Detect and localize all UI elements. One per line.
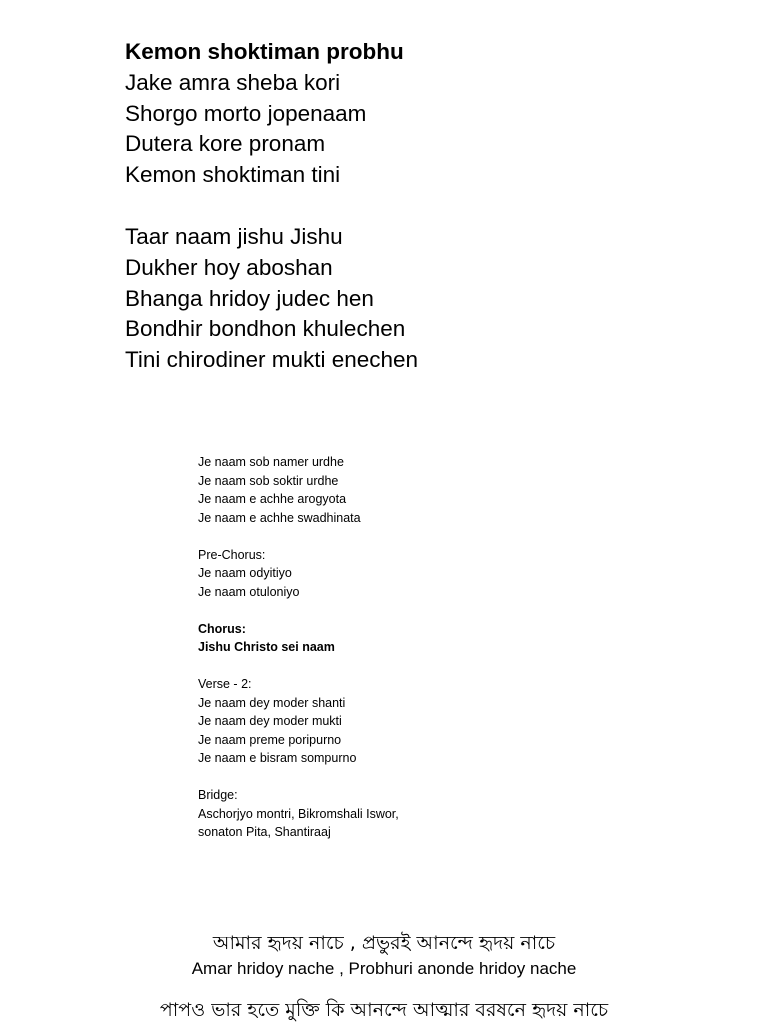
blank-line [198, 601, 399, 620]
bridge-heading: Bridge: [198, 788, 238, 802]
stanza-1-line: Dutera kore pronam [125, 131, 326, 157]
stanza-2-line: Bhanga hridoy judec hen [125, 285, 374, 311]
verse-1-line: Je naam e achhe arogyota [198, 492, 347, 506]
bengali-lyric-line-2: পাপও ভার হতে মুক্তি কি আনন্দে আত্মার বরষনে হৃদয় নাচে [159, 999, 609, 1021]
bridge-line: sonaton Pita, Shantiraaj [198, 825, 331, 839]
transliteration-line-1: Amar hridoy nache , Probhuri anonde hridoy nache [191, 959, 577, 978]
verse-1-line: Je naam sob soktir urdhe [198, 473, 339, 488]
bengali-lyric-line-1: আমার হৃদয় নাচে , প্রভুরই আনন্দে হৃদয় নাচে [212, 932, 556, 954]
stanza-1-title: Kemon shoktiman probhu [125, 39, 404, 64]
stanza-1-line: Jake amra sheba kori [125, 69, 341, 95]
blank-line [198, 657, 399, 676]
bridge-line: Aschorjyo montri, Bikromshali Iswor, [198, 806, 399, 821]
chorus-heading: Chorus: [198, 621, 246, 636]
chorus-line: Jishu Christo sei naam [198, 640, 335, 654]
verse-1-line: Je naam sob namer urdhe [198, 455, 344, 469]
verse-2-heading: Verse - 2: [198, 677, 252, 691]
blank-line [198, 768, 399, 787]
prechorus-heading: Pre-Chorus: [198, 547, 266, 562]
stanza-2-line: Taar naam jishu Jishu [125, 224, 343, 249]
stanza-2 [125, 222, 418, 376]
song-lyrics [198, 453, 399, 842]
prechorus-line: Je naam odyitiyo [198, 566, 292, 580]
verse-2-line: Je naam dey moder shanti [198, 695, 346, 710]
stanza-1 [125, 37, 404, 191]
stanza-1-line: Kemon shoktiman tini [125, 162, 341, 188]
stanza-2-line: Bondhir bondhon khulechen [125, 316, 406, 342]
verse-2-line: Je naam dey moder mukti [198, 714, 342, 728]
verse-2-line: Je naam e bisram sompurno [198, 751, 357, 765]
stanza-2-line: Dukher hoy aboshan [125, 254, 333, 280]
stanza-2-line: Tini chirodiner mukti enechen [125, 347, 419, 373]
prechorus-line: Je naam otuloniyo [198, 584, 300, 599]
verse-1-line: Je naam e achhe swadhinata [198, 510, 361, 525]
stanza-1-line: Shorgo morto jopenaam [125, 100, 367, 126]
blank-line [198, 527, 399, 546]
verse-2-line: Je naam preme poripurno [198, 732, 342, 747]
